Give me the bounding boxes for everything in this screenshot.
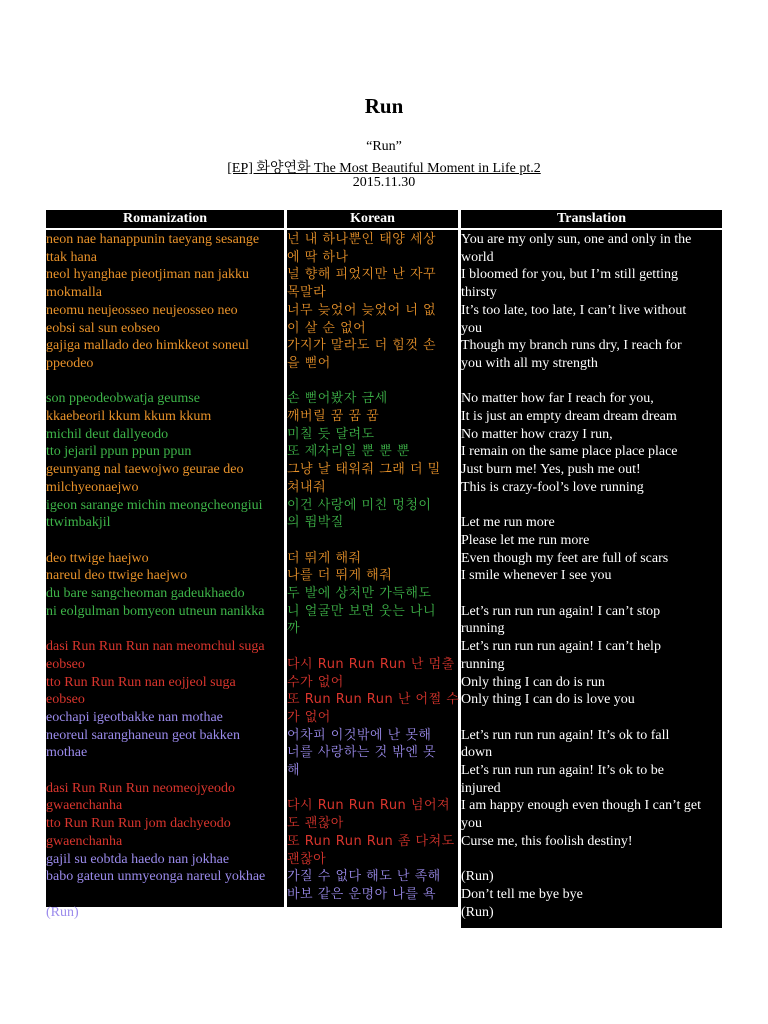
- romanization-line: eochapi igeotbakke nan mothae: [46, 709, 223, 725]
- romanization-line: ni eolgulman bomyeon utneun nanikka: [46, 603, 265, 619]
- romanization-line: gwaenchanha: [46, 798, 123, 814]
- translation-line: you: [461, 816, 482, 832]
- korean-line: 미칠 듯 달려도: [287, 426, 375, 442]
- korean-line: 다시 Run Run Run 넘어져: [287, 798, 451, 814]
- korean-line: 깨버릴 꿈 꿈 꿈: [287, 409, 380, 424]
- romanization-line: michil deut dallyeodo: [46, 426, 169, 442]
- korean-line: 가지가 말라도 더 힘껏 손: [287, 338, 437, 354]
- translation-line: It’s too late, too late, I can’t live without: [461, 302, 687, 318]
- page-title: Run: [364, 94, 404, 118]
- romanization-line: neomu neujeosseo neujeosseo neo: [46, 302, 238, 318]
- korean-line: 넌 내 하나뿐인 태양 세상: [287, 232, 437, 247]
- translation-line: You are my only sun, one and only in the: [461, 232, 692, 247]
- korean-line: 두 발에 상처만 가득해도: [287, 586, 432, 601]
- korean-line: 그냥 날 태워줘 그래 더 밀: [287, 462, 441, 478]
- release-date: 2015.11.30: [352, 175, 416, 190]
- korean-line: 손 뻗어봤자 금세: [287, 391, 388, 407]
- korean-line: 널 향해 피었지만 난 자꾸: [287, 267, 437, 283]
- translation-line: running: [461, 621, 505, 637]
- romanization-line: gwaenchanha: [46, 833, 123, 849]
- translation-line: thirsty: [461, 285, 497, 301]
- korean-line: 또 Run Run Run 난 어쩔 수: [287, 692, 460, 708]
- romanization-line: geunyang nal taewojwo geurae deo: [46, 462, 244, 478]
- romanization-line: deo ttwige haejwo: [46, 550, 149, 566]
- translation-line: Just burn me! Yes, push me out!: [461, 462, 641, 478]
- romanization-line: kkaebeoril kkum kkum kkum: [46, 409, 212, 424]
- translation-line: Let’s run run run again! I can’t help: [461, 639, 661, 655]
- translation-line: you with all my strength: [461, 355, 598, 371]
- romanization-line: (Run): [46, 904, 79, 920]
- romanization-line: son ppeodeobwatja geumse: [46, 391, 200, 407]
- korean-line: 다시 Run Run Run 난 멈출: [287, 656, 455, 672]
- translation-line: Let me run more: [461, 515, 555, 531]
- romanization-line: neol hyanghae pieotjiman nan jakku: [46, 267, 249, 283]
- korean-line: 수가 없어: [287, 674, 344, 690]
- header-divider: [287, 228, 458, 230]
- translation-header: Translation: [461, 210, 722, 228]
- romanization-line: igeon sarange michin meongcheongiui: [46, 497, 263, 513]
- romanization-line: tto Run Run Run jom dachyeodo: [46, 816, 231, 832]
- translation-line: injured: [461, 780, 501, 796]
- korean-line: 니 얼굴만 보면 웃는 나니: [287, 603, 437, 619]
- romanization-column: [46, 210, 284, 920]
- translation-line: (Run): [461, 869, 494, 885]
- translation-line: you: [461, 320, 482, 336]
- romanization-line: eobseo: [46, 692, 85, 708]
- korean-line: 바보 같은 운명아 나를 욕: [287, 886, 437, 902]
- translation-column: [461, 210, 722, 928]
- romanization-line: milchyeonaejwo: [46, 479, 139, 495]
- romanization-line: gajil su eobtda haedo nan jokhae: [46, 851, 230, 867]
- romanization-line: eobseo: [46, 656, 85, 672]
- translation-line: I smile whenever I see you: [461, 568, 612, 584]
- translation-line: No matter how far I reach for you,: [461, 391, 654, 407]
- korean-line: 해: [287, 763, 301, 778]
- korean-line: 나를 더 뛰게 해줘: [287, 568, 393, 584]
- korean-line: 의 뜀박질: [287, 515, 344, 531]
- korean-column: [287, 210, 458, 907]
- romanization-line: neoreul saranghaneun geot bakken: [46, 727, 240, 743]
- romanization-line: tto jejaril ppun ppun ppun: [46, 444, 192, 460]
- romanization-line: nareul deo ttwige haejwo: [46, 568, 188, 584]
- song-subtitle: “Run”: [366, 139, 402, 154]
- translation-line: Though my branch runs dry, I reach for: [461, 338, 682, 354]
- album-link[interactable]: [EP] 화양연화 The Most Beautiful Moment in Life pt.2: [227, 161, 541, 176]
- translation-line: Don’t tell me bye bye: [461, 886, 583, 902]
- translation-line: Please let me run more: [461, 532, 590, 548]
- translation-line: Let’s run run run again! It’s ok to be: [461, 763, 664, 778]
- translation-line: Let’s run run run again! I can’t stop: [461, 603, 661, 619]
- korean-line: 또 Run Run Run 좀 다쳐도: [287, 833, 455, 849]
- korean-line: 너를 사랑하는 것 밖엔 못: [287, 745, 437, 761]
- translation-line: Curse me, this foolish destiny!: [461, 833, 633, 849]
- header-divider: [46, 228, 284, 230]
- translation-line: No matter how crazy I run,: [461, 426, 613, 442]
- korean-line: 어차피 이것밖에 난 못해: [287, 727, 432, 743]
- album-line: [0, 157, 768, 177]
- translation-line: Only thing I can do is love you: [461, 692, 635, 708]
- korean-line: 더 뛰게 해줘: [287, 550, 362, 566]
- romanization-line: eobsi sal sun eobseo: [46, 320, 160, 336]
- korean-line: 쳐내줘: [287, 479, 327, 495]
- translation-line: I bloomed for you, but I’m still getting: [461, 267, 678, 283]
- romanization-line: neon nae hanappunin taeyang sesange: [46, 232, 260, 247]
- korean-line: 목말라: [287, 285, 327, 301]
- translation-line: down: [461, 745, 493, 761]
- translation-line: running: [461, 656, 505, 672]
- romanization-header: Romanization: [46, 210, 284, 228]
- header-divider: [461, 228, 722, 230]
- korean-line: 까: [287, 621, 301, 637]
- romanization-line: tto Run Run Run nan eojjeol suga: [46, 674, 236, 690]
- translation-line: Let’s run run run again! It’s ok to fall: [461, 727, 670, 743]
- romanization-line: du bare sangcheoman gadeukhaedo: [46, 586, 245, 601]
- translation-line: I am happy enough even though I can’t get: [461, 798, 702, 814]
- translation-line: It is just an empty dream dream dream: [461, 409, 677, 424]
- translation-line: (Run): [461, 904, 494, 920]
- romanization-line: dasi Run Run Run neomeojyeodo: [46, 780, 235, 796]
- korean-line: 이건 사랑에 미친 멍청이: [287, 497, 432, 513]
- romanization-line: ttwimbakjil: [46, 515, 111, 531]
- translation-line: Even though my feet are full of scars: [461, 550, 669, 566]
- romanization-line: mothae: [46, 745, 88, 761]
- korean-line: 에 딱 하나: [287, 249, 349, 265]
- korean-line: 을 뻗어: [287, 355, 331, 371]
- korean-line: 너무 늦었어 늦었어 너 없: [287, 302, 437, 318]
- korean-line: 가질 수 없다 해도 난 족해: [287, 869, 441, 885]
- korean-line: 가 없어: [287, 709, 331, 725]
- korean-line: 괜찮아: [287, 851, 327, 867]
- romanization-line: ttak hana: [46, 249, 97, 265]
- romanization-line: babo gateun unmyeonga nareul yokhae: [46, 869, 266, 885]
- romanization-line: ppeodeo: [46, 355, 94, 371]
- translation-line: world: [461, 249, 494, 265]
- romanization-line: gajiga mallado deo himkkeot soneul: [46, 338, 249, 354]
- translation-line: I remain on the same place place place: [461, 444, 678, 460]
- korean-line: 도 괜찮아: [287, 816, 344, 832]
- romanization-line: mokmalla: [46, 285, 102, 301]
- translation-line: Only thing I can do is run: [461, 674, 605, 690]
- romanization-line: dasi Run Run Run nan meomchul suga: [46, 639, 265, 655]
- translation-line: This is crazy-fool’s love running: [461, 479, 644, 495]
- korean-line: 또 제자리일 뿐 뿐 뿐: [287, 444, 410, 460]
- korean-line: 이 살 순 없어: [287, 320, 367, 336]
- korean-header: Korean: [287, 210, 458, 228]
